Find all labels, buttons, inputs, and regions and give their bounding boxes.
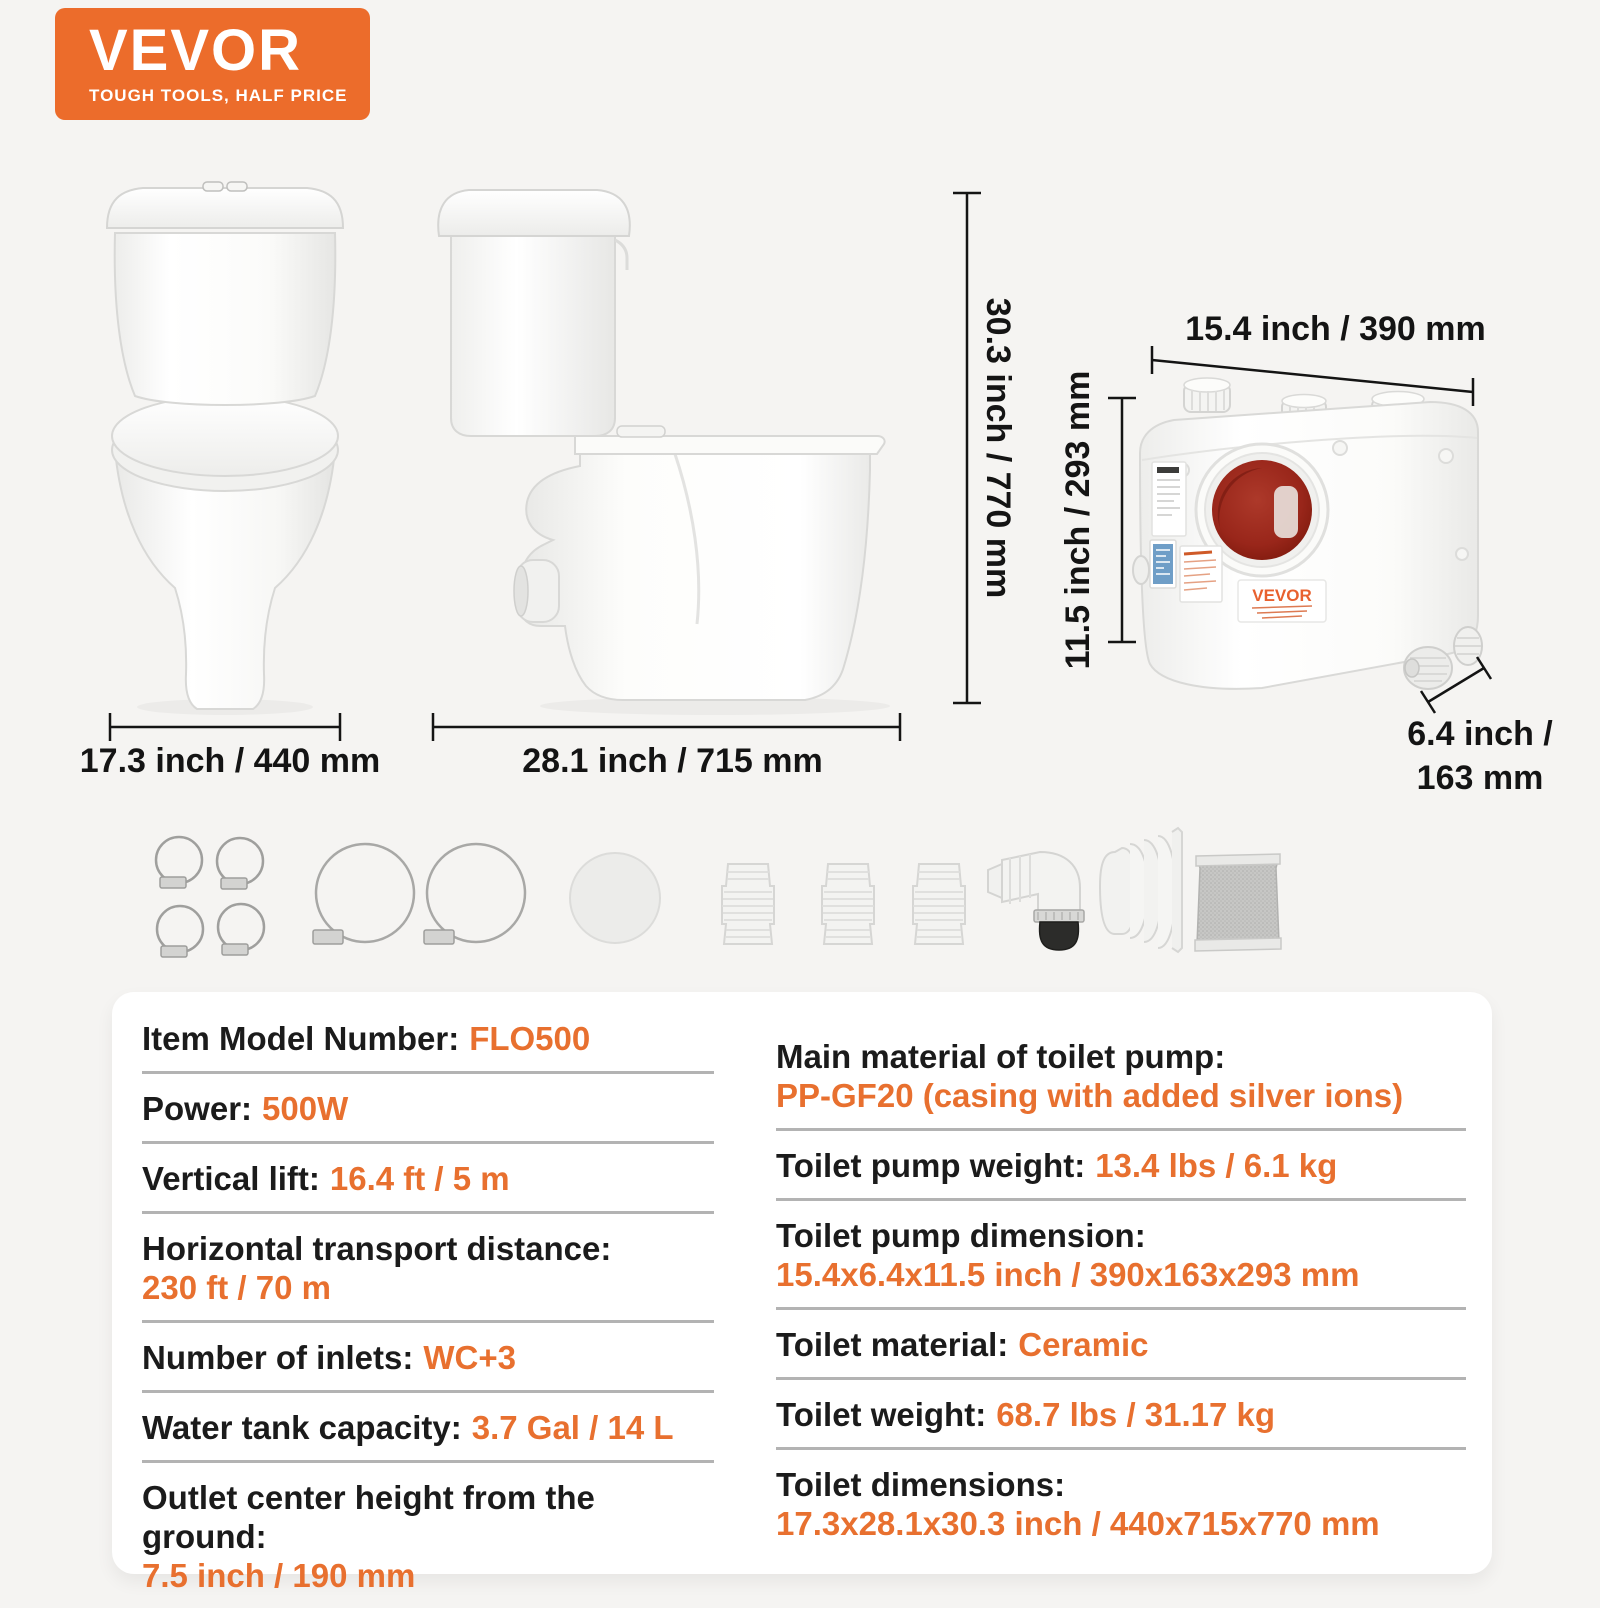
spec-label: Water tank capacity: bbox=[142, 1409, 462, 1446]
inlet-cap bbox=[1184, 378, 1230, 412]
spec-sticker bbox=[1152, 462, 1186, 536]
small-hose-clamps-icon bbox=[156, 837, 264, 952]
pump-brand-text: VEVOR bbox=[1252, 586, 1312, 605]
spec-row-toilet-material bbox=[776, 1310, 1466, 1380]
spec-value: 68.7 lbs / 31.17 kg bbox=[996, 1396, 1276, 1433]
seat-slab bbox=[575, 436, 885, 454]
caster-wheel bbox=[1454, 627, 1482, 665]
spec-label: Horizontal transport distance: bbox=[142, 1230, 612, 1267]
spec-row-model bbox=[142, 1004, 714, 1074]
tank-body bbox=[115, 233, 336, 405]
energy-label-sticker bbox=[1150, 540, 1176, 588]
spec-row-inlets bbox=[142, 1323, 714, 1393]
pump-height-label: 11.5 inch / 293 mm bbox=[1059, 370, 1097, 670]
pump-brand-label bbox=[1238, 580, 1326, 622]
caster-wheel bbox=[1404, 647, 1452, 689]
spec-column-right bbox=[776, 992, 1466, 1556]
spec-value: 3.7 Gal / 14 L bbox=[471, 1409, 674, 1446]
pump-depth-line2: 163 mm bbox=[1416, 759, 1544, 797]
spec-label: Vertical lift: bbox=[142, 1160, 320, 1197]
bellows-coupling-icon bbox=[1100, 828, 1182, 952]
spec-value: 7.5 inch / 190 mm bbox=[142, 1557, 416, 1594]
spec-label: Toilet weight: bbox=[776, 1396, 987, 1433]
spec-row-toilet-dimensions bbox=[776, 1450, 1466, 1556]
spec-value: 16.4 ft / 5 m bbox=[329, 1160, 510, 1197]
spec-row-toilet-weight bbox=[776, 1380, 1466, 1450]
spec-label: Main material of toilet pump: bbox=[776, 1038, 1226, 1075]
spec-panel bbox=[112, 992, 1492, 1594]
side-width-label: 28.1 inch / 715 mm bbox=[522, 742, 823, 780]
screw-boss bbox=[1439, 449, 1453, 463]
spec-label: Item Model Number: bbox=[142, 1020, 460, 1057]
toilet-front-view-image bbox=[85, 178, 365, 718]
spec-value: WC+3 bbox=[423, 1339, 516, 1376]
side-knob bbox=[1133, 556, 1149, 584]
spec-row-outlet-height bbox=[142, 1463, 714, 1608]
screw-boss bbox=[1333, 441, 1347, 455]
large-hose-clamps-icon bbox=[316, 844, 525, 942]
spec-row-vertical-lift bbox=[142, 1144, 714, 1214]
spec-value: 230 ft / 70 m bbox=[142, 1269, 331, 1306]
toilet-height-label: 30.3 inch / 770 mm bbox=[979, 297, 1017, 599]
flush-button bbox=[203, 182, 223, 191]
spec-value: 17.3x28.1x30.3 inch / 440x715x770 mm bbox=[776, 1505, 1380, 1542]
warning-sticker bbox=[1180, 546, 1222, 602]
spec-label: Toilet dimensions: bbox=[776, 1466, 1066, 1503]
pump-width-label: 15.4 inch / 390 mm bbox=[1185, 310, 1486, 348]
large-clamp-screws bbox=[313, 930, 454, 944]
tank-lid bbox=[107, 188, 343, 228]
ribbed-connector-icon bbox=[722, 864, 965, 944]
screw-boss bbox=[1456, 548, 1468, 560]
spec-row-tank-capacity bbox=[142, 1393, 714, 1463]
seat-hinge bbox=[617, 426, 665, 437]
spec-value: Ceramic bbox=[1018, 1326, 1149, 1363]
spec-label: Outlet center height from the ground: bbox=[142, 1479, 595, 1555]
spec-row-horizontal-distance bbox=[142, 1214, 714, 1323]
spec-value: FLO500 bbox=[469, 1020, 591, 1057]
bowl-body bbox=[521, 452, 870, 700]
spec-row-power bbox=[142, 1074, 714, 1144]
spec-value: 500W bbox=[262, 1090, 349, 1127]
accessories-row-image bbox=[130, 822, 1290, 964]
tank-body bbox=[451, 236, 615, 436]
carbon-filter-icon bbox=[1195, 854, 1281, 951]
vevor-logo bbox=[55, 8, 370, 120]
spec-value: PP-GF20 (casing with added silver ions) bbox=[776, 1077, 1404, 1114]
spec-label: Toilet pump dimension: bbox=[776, 1217, 1146, 1254]
flush-button bbox=[227, 182, 247, 191]
macerator-pump-image bbox=[1112, 358, 1512, 708]
lid-lip bbox=[615, 240, 627, 270]
small-clamp-screws bbox=[160, 877, 248, 957]
spec-label: Number of inlets: bbox=[142, 1339, 414, 1376]
spec-label: Power: bbox=[142, 1090, 253, 1127]
pump-depth-line1: 6.4 inch / bbox=[1407, 715, 1553, 753]
spec-label: Toilet pump weight: bbox=[776, 1147, 1086, 1184]
spec-label: Toilet material: bbox=[776, 1326, 1009, 1363]
spec-value: 15.4x6.4x11.5 inch / 390x163x293 mm bbox=[776, 1256, 1360, 1293]
tank-lid bbox=[438, 190, 630, 236]
brand-tagline: TOUGH TOOLS, HALF PRICE bbox=[89, 86, 348, 105]
front-width-label: 17.3 inch / 440 mm bbox=[79, 742, 381, 780]
discharge-elbow-icon bbox=[988, 852, 1084, 950]
spec-column-left bbox=[142, 992, 714, 1608]
brand-name: VEVOR bbox=[89, 18, 303, 83]
pump-depth-label bbox=[1360, 712, 1600, 800]
spec-row-pump-weight bbox=[776, 1131, 1466, 1201]
spec-row-pump-dimension bbox=[776, 1201, 1466, 1310]
toilet-side-view-image bbox=[425, 178, 905, 718]
seat-lid bbox=[112, 396, 338, 476]
foam-gasket-disc-icon bbox=[570, 853, 660, 943]
outlet-opening bbox=[514, 566, 528, 616]
spec-value: 13.4 lbs / 6.1 kg bbox=[1095, 1147, 1338, 1184]
spec-row-pump-material bbox=[776, 1022, 1466, 1131]
